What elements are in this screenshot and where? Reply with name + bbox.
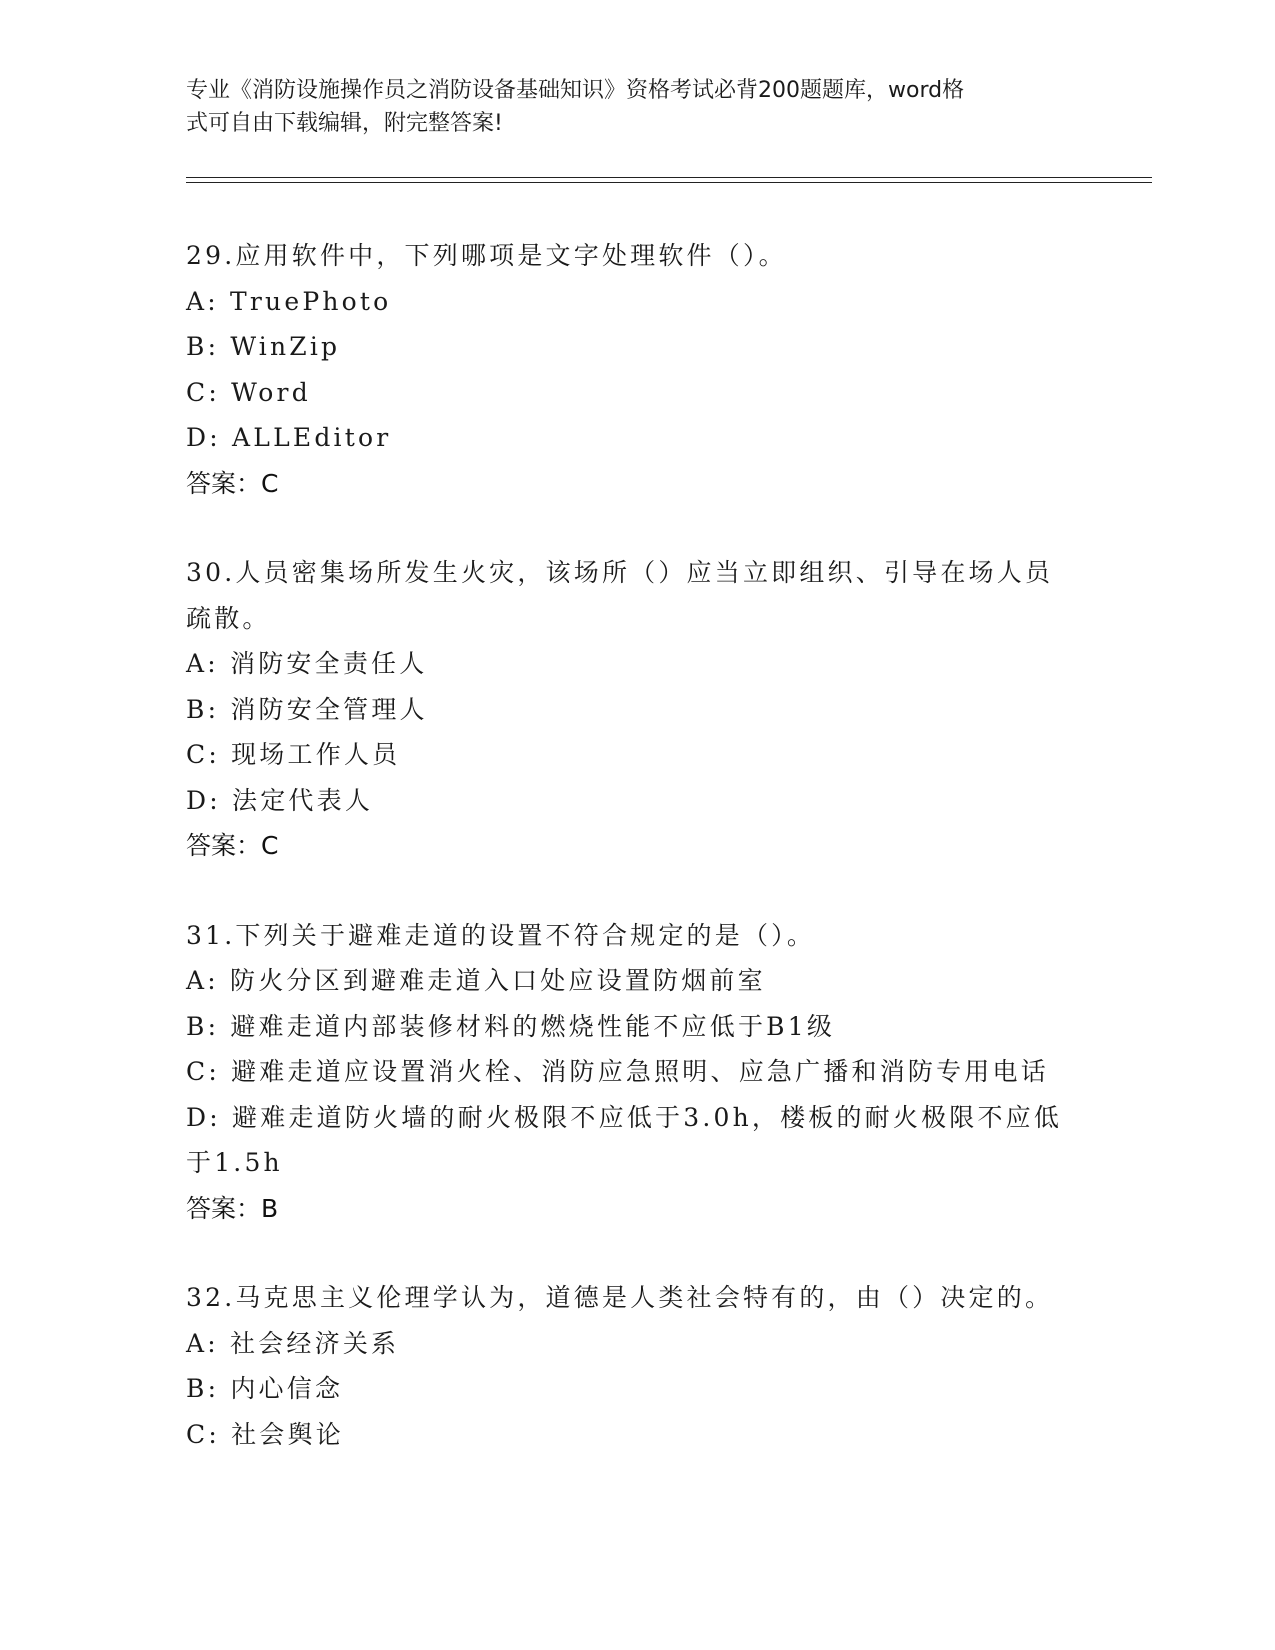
header-divider-bottom [186, 182, 1152, 183]
question-32 [186, 1275, 1086, 1457]
document-page [186, 0, 1146, 1650]
option-b: B: WinZip [186, 332, 341, 361]
option-d-continued: 于1.5h [186, 1148, 283, 1177]
option-c: C: 现场工作人员 [186, 740, 401, 769]
option-b: B: 避难走道内部装修材料的燃烧性能不应低于B1级 [186, 1011, 836, 1041]
option-b: B: 消防安全管理人 [186, 694, 428, 724]
question-text: 30.人员密集场所发生火灾，该场所（）应当立即组织、引导在场人员 [186, 558, 1054, 587]
question-31 [186, 913, 1086, 1232]
question-list [186, 233, 1086, 1501]
header-line-1: 专业《消防设施操作员之消防设备基础知识》资格考试必背200题题库，word格 [186, 78, 965, 103]
question-text: 29.应用软件中，下列哪项是文字处理软件（）。 [186, 241, 787, 270]
answer-line: 答案：C [186, 831, 279, 860]
option-a: A: 社会经济关系 [186, 1328, 400, 1358]
answer-line: 答案：C [186, 468, 279, 498]
option-a: A: 消防安全责任人 [186, 649, 428, 678]
option-c: C: 避难走道应设置消火栓、消防应急照明、应急广播和消防专用电话 [186, 1057, 1049, 1086]
header-divider-top [186, 177, 1152, 178]
option-a: A: 防火分区到避难走道入口处应设置防烟前室 [186, 966, 766, 995]
answer-line: 答案：B [186, 1193, 279, 1223]
question-text-continued: 疏散。 [186, 603, 271, 633]
document-header [186, 74, 1066, 140]
option-a: A: TruePhoto [186, 286, 392, 316]
question-text: 32.马克思主义伦理学认为，道德是人类社会特有的，由（）决定的。 [186, 1283, 1054, 1312]
question-30 [186, 550, 1086, 869]
option-d: D: 避难走道防火墙的耐火极限不应低于3.0h，楼板的耐火极限不应低 [186, 1102, 1063, 1132]
question-29 [186, 233, 1086, 506]
option-c: C: 社会舆论 [186, 1419, 344, 1449]
header-line-2: 式可自由下载编辑，附完整答案! [186, 111, 503, 136]
option-b: B: 内心信念 [186, 1374, 344, 1403]
option-d: D: 法定代表人 [186, 785, 374, 815]
option-d: D: ALLEditor [186, 423, 392, 452]
option-c: C: Word [186, 377, 311, 407]
question-text: 31.下列关于避难走道的设置不符合规定的是（）。 [186, 920, 816, 950]
